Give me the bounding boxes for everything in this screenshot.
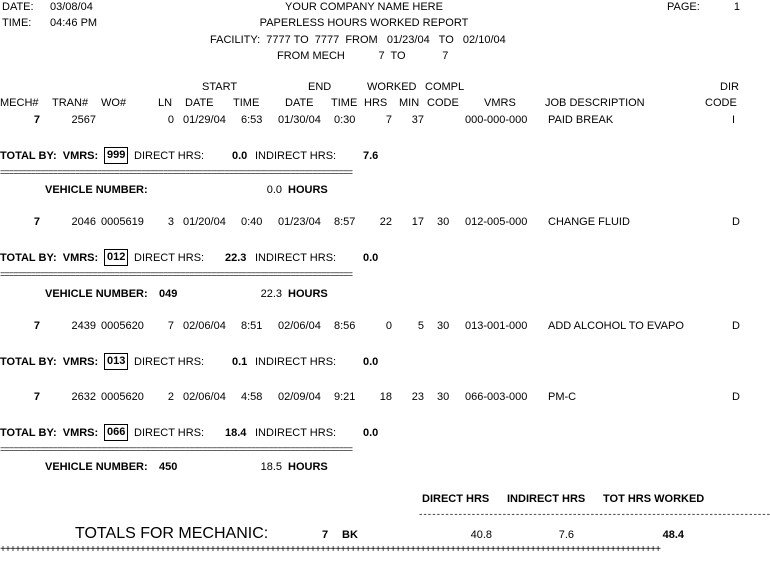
row-start-date: 02/06/04 — [183, 391, 226, 403]
row-hrs: 18 — [379, 391, 392, 403]
row-hrs: 22 — [379, 216, 392, 228]
row-vmrs: 000-000-000 — [465, 114, 528, 126]
time-label: TIME: — [2, 17, 32, 29]
direct-hrs-label: DIRECT HRS: — [134, 356, 205, 368]
col-compl-group: COMPL — [425, 81, 465, 93]
row-min: 5 — [417, 320, 424, 332]
col-start-date: DATE — [185, 97, 214, 109]
row-end-time: 0:30 — [334, 114, 356, 126]
col-end-time: TIME — [331, 97, 358, 109]
company-name: YOUR COMPANY NAME HERE — [285, 1, 443, 13]
row-dir-code: D — [732, 216, 740, 228]
row-vmrs: 066-003-000 — [465, 391, 528, 403]
direct-hrs-value: 18.4 — [225, 427, 247, 439]
row-mech: 7 — [33, 391, 40, 403]
vehicle-number-label: VEHICLE NUMBER: — [45, 461, 148, 473]
row-vmrs: 012-005-000 — [465, 216, 528, 228]
row-dir-code: D — [732, 320, 740, 332]
page-number: 1 — [733, 1, 740, 13]
direct-hrs-label: DIRECT HRS: — [134, 252, 205, 264]
vehicle-hours-label: HOURS — [288, 461, 328, 473]
col-code: CODE — [427, 97, 459, 109]
row-job-description: PM-C — [548, 391, 577, 403]
row-end-date: 01/23/04 — [278, 216, 321, 228]
mech-range-line: FROM MECH 7 TO 7 — [277, 50, 449, 62]
report-title: PAPERLESS HOURS WORKED REPORT — [259, 17, 469, 29]
row-ln: 3 — [167, 216, 174, 228]
divider-equals: ================================================================================ — [0, 168, 353, 178]
vehicle-hours: 22.3 — [260, 288, 282, 300]
row-end-date: 01/30/04 — [278, 114, 321, 126]
summary-indirect-value: 7.6 — [558, 529, 574, 541]
vehicle-number-label: VEHICLE NUMBER: — [45, 184, 148, 196]
row-end-date: 02/09/04 — [278, 391, 321, 403]
row-tran: 2046 — [71, 216, 96, 228]
row-min: 17 — [411, 216, 424, 228]
row-vmrs: 013-001-000 — [465, 320, 528, 332]
row-wo: 0005620 — [101, 320, 144, 332]
row-end-time: 8:56 — [334, 320, 356, 332]
row-start-date: 01/20/04 — [183, 216, 226, 228]
col-dir-code: CODE — [705, 97, 737, 109]
row-mech: 7 — [33, 216, 40, 228]
indirect-hrs-label: INDIRECT HRS: — [255, 150, 337, 162]
divider-equals: ================================================================================ — [0, 445, 353, 455]
col-start-group: START — [202, 81, 238, 93]
row-dir-code: D — [732, 391, 740, 403]
row-end-date: 02/06/04 — [278, 320, 321, 332]
indirect-hrs-value: 7.6 — [363, 150, 379, 162]
row-ln: 7 — [167, 320, 174, 332]
summary-total-header: TOT HRS WORKED — [603, 493, 705, 505]
divider-equals: ================================================================================ — [0, 270, 353, 280]
vmrs-total-code: 012 — [104, 249, 128, 266]
date-value: 03/08/04 — [50, 1, 93, 13]
vmrs-total-code: 066 — [104, 424, 128, 441]
row-start-time: 4:58 — [241, 391, 263, 403]
row-job-description: ADD ALCOHOL TO EVAPO — [548, 320, 684, 332]
row-start-date: 01/29/04 — [183, 114, 226, 126]
row-start-time: 0:40 — [241, 216, 263, 228]
time-value: 04:46 PM — [50, 17, 98, 29]
date-label: DATE: — [2, 1, 34, 13]
col-min: MIN — [399, 97, 420, 109]
indirect-hrs-label: INDIRECT HRS: — [255, 356, 337, 368]
summary-total-value: 48.4 — [662, 529, 684, 541]
indirect-hrs-label: INDIRECT HRS: — [255, 252, 337, 264]
direct-hrs-label: DIRECT HRS: — [134, 150, 205, 162]
vehicle-number: 450 — [159, 461, 178, 473]
vehicle-hours: 0.0 — [266, 184, 282, 196]
summary-direct-value: 40.8 — [470, 529, 492, 541]
indirect-hrs-value: 0.0 — [363, 427, 379, 439]
row-tran: 2439 — [71, 320, 96, 332]
row-dir-code: I — [732, 114, 736, 126]
row-start-time: 8:51 — [241, 320, 263, 332]
col-dir-group: DIR — [720, 81, 739, 93]
col-vmrs: VMRS — [484, 97, 516, 109]
row-code: 30 — [437, 216, 450, 228]
direct-hrs-label: DIRECT HRS: — [134, 427, 205, 439]
totals-for-mechanic-label: TOTALS FOR MECHANIC: — [75, 525, 269, 542]
direct-hrs-value: 0.1 — [232, 356, 248, 368]
row-wo: 0005620 — [101, 391, 144, 403]
row-tran: 2632 — [71, 391, 96, 403]
row-end-time: 9:21 — [334, 391, 356, 403]
col-job-description: JOB DESCRIPTION — [545, 97, 645, 109]
row-tran: 2567 — [71, 114, 96, 126]
row-job-description: PAID BREAK — [548, 114, 614, 126]
vehicle-number: 049 — [159, 288, 178, 300]
col-mech: MECH# — [0, 97, 39, 109]
row-wo: 0005619 — [101, 216, 144, 228]
row-min: 23 — [411, 391, 424, 403]
vehicle-number-label: VEHICLE NUMBER: — [45, 288, 148, 300]
vmrs-total-code: 999 — [104, 147, 128, 164]
row-min: 37 — [411, 114, 424, 126]
col-ln: LN — [158, 97, 173, 109]
indirect-hrs-label: INDIRECT HRS: — [255, 427, 337, 439]
direct-hrs-value: 22.3 — [225, 252, 247, 264]
vmrs-total-code: 013 — [104, 353, 128, 370]
total-label: TOTAL BY: VMRS: — [0, 427, 99, 439]
row-mech: 7 — [33, 320, 40, 332]
total-label: TOTAL BY: VMRS: — [0, 356, 99, 368]
total-label: TOTAL BY: VMRS: — [0, 252, 99, 264]
facility-line: FACILITY: 7777 TO 7777 FROM 01/23/04 TO 02/10/04 — [210, 34, 506, 46]
row-hrs: 0 — [385, 320, 392, 332]
vehicle-hours-label: HOURS — [288, 288, 328, 300]
col-start-time: TIME — [233, 97, 260, 109]
total-label: TOTAL BY: VMRS: — [0, 150, 99, 162]
summary-mech-code: BK — [342, 529, 358, 541]
summary-mech-number: 7 — [322, 529, 329, 541]
row-code: 30 — [437, 391, 450, 403]
row-hrs: 7 — [385, 114, 392, 126]
row-ln: 0 — [167, 114, 174, 126]
col-worked-group: WORKED — [367, 81, 417, 93]
indirect-hrs-value: 0.0 — [363, 252, 379, 264]
row-code: 30 — [437, 320, 450, 332]
page-label: PAGE: — [667, 1, 700, 13]
row-ln: 2 — [167, 391, 174, 403]
col-tran: TRAN# — [52, 97, 89, 109]
col-wo: WO# — [101, 97, 127, 109]
summary-indirect-header: INDIRECT HRS — [507, 493, 586, 505]
divider-plus: ++++++++++++++++++++++++++++++++++++++++++++++++++++++++++++++++++++++++++++++++++++++++++++++++++++++++++++++++++++++++++++++++++++ — [0, 545, 661, 556]
row-job-description: CHANGE FLUID — [548, 216, 630, 228]
summary-direct-header: DIRECT HRS — [422, 493, 490, 505]
direct-hrs-value: 0.0 — [232, 150, 248, 162]
indirect-hrs-value: 0.0 — [363, 356, 379, 368]
col-end-date: DATE — [285, 97, 314, 109]
row-start-time: 6:53 — [241, 114, 263, 126]
divider-dashes: -------------------------------------------------------------------------------- — [418, 510, 770, 520]
col-hrs: HRS — [364, 97, 388, 109]
row-mech: 7 — [33, 114, 40, 126]
row-end-time: 8:57 — [334, 216, 356, 228]
vehicle-hours-label: HOURS — [288, 184, 328, 196]
col-end-group: END — [308, 81, 332, 93]
vehicle-hours: 18.5 — [260, 461, 282, 473]
row-start-date: 02/06/04 — [183, 320, 226, 332]
